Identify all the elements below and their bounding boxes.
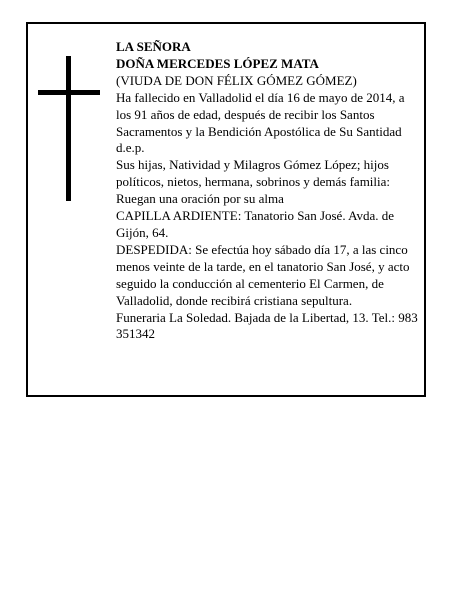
cross-vertical-bar — [66, 56, 71, 201]
latin-cross-icon — [38, 56, 100, 201]
prayer-line: Ruegan una oración por su alma — [116, 191, 284, 207]
funeral-home-line: Funeraria La Soledad. Bajada de la Libertad, 13. Tel.: 983 351342 — [116, 309, 418, 342]
farewell-line: DESPEDIDA: Se efectúa hoy sábado día 17, a las cinco menos veinte de la tarde, en el tanatorio San José, y acto seguido la conducción al cementerio El Carmen, de Valladolid, donde recibirá cristiana sepultura. — [116, 241, 410, 308]
chapel-line: CAPILLA ARDIENTE: Tanatorio San José. Avda. de Gijón, 64. — [116, 208, 395, 240]
widow-of-line: (VIUDA DE DON FÉLIX GÓMEZ GÓMEZ) — [116, 72, 357, 88]
heading-title: LA SEÑORA — [116, 39, 191, 54]
family-line: Sus hijas, Natividad y Milagros Gómez López; hijos políticos, nietos, hermana, sobrinos y demás familia: — [116, 157, 391, 190]
deceased-name: DOÑA MERCEDES LÓPEZ MATA — [116, 55, 319, 71]
notice-text-block — [116, 39, 422, 343]
obituary-notice — [26, 22, 426, 397]
dep-line: d.e.p. — [116, 140, 145, 156]
death-statement: Ha fallecido en Valladolid el día 16 de mayo de 2014, a los 91 años de edad, después de recibir los Santos Sacramentos y la Bendición Apostólica de Su Santidad — [116, 89, 405, 139]
cross-horizontal-bar — [38, 90, 100, 95]
